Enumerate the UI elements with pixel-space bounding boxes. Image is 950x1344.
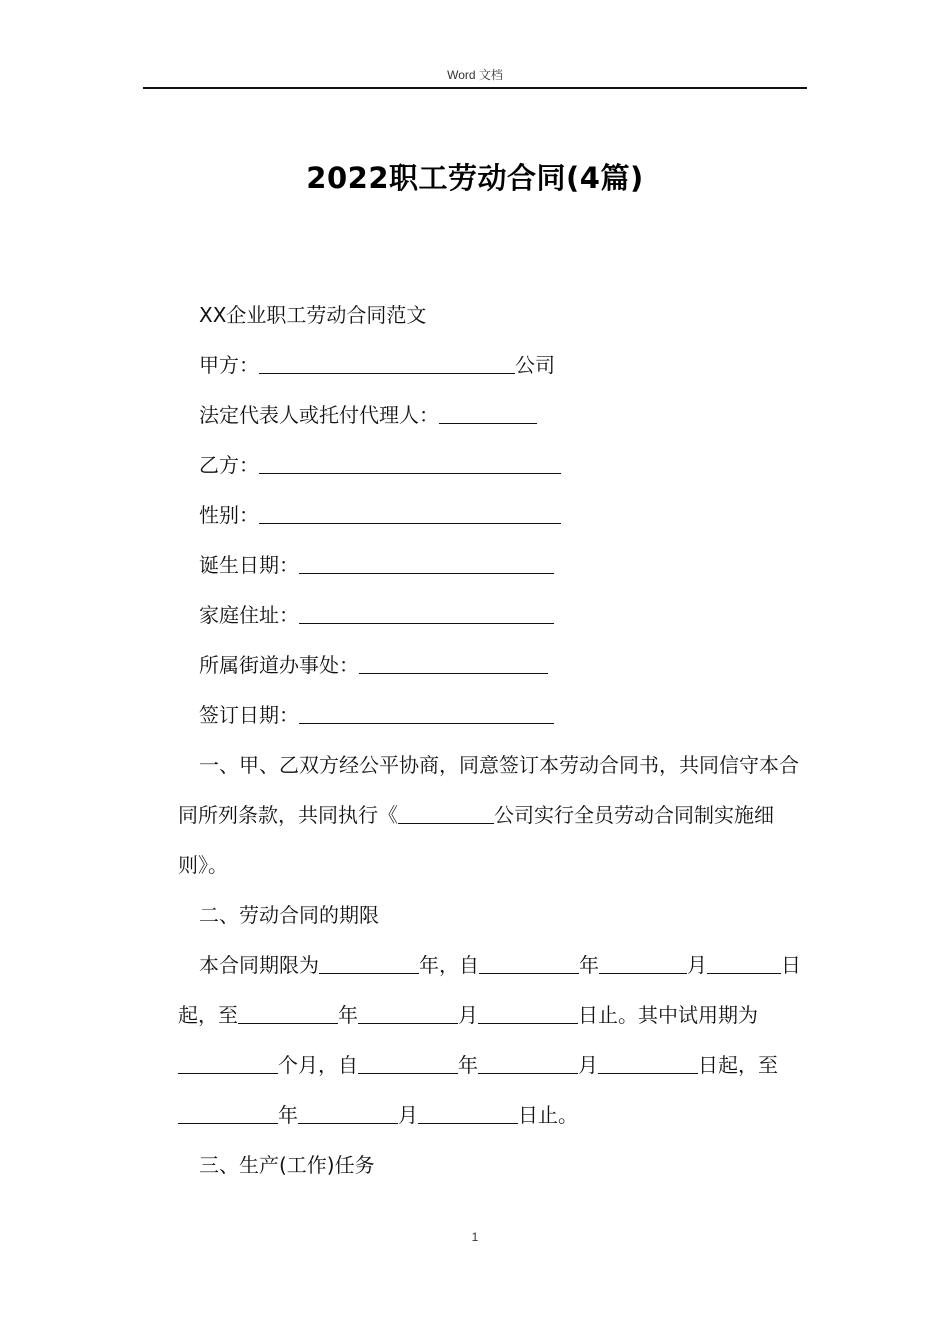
end-year-blank: [238, 1001, 338, 1024]
heading-text: XX企业职工劳动合同范文: [199, 303, 427, 327]
probation-months-blank: [178, 1051, 278, 1074]
term-text-a: 本合同期限为: [199, 953, 319, 977]
signing-date-blank: [299, 701, 554, 724]
birth-date-line: [178, 540, 804, 590]
term-text-i: 个月，自: [278, 1053, 358, 1077]
header-rule: [143, 87, 807, 89]
gender-blank: [259, 501, 561, 524]
signing-date-line: [178, 690, 804, 740]
street-office-blank: [359, 651, 548, 674]
term-text-d: 月: [687, 953, 707, 977]
start-day-blank-b: [739, 951, 781, 974]
term-text-j: 年: [458, 1053, 478, 1077]
start-year-blank: [479, 951, 579, 974]
probation-end-day-blank: [418, 1101, 518, 1124]
term-text-c: 年: [579, 953, 599, 977]
birth-date-blank: [299, 551, 554, 574]
party-a-blank: [259, 351, 515, 374]
page-number: 1: [471, 1230, 479, 1244]
home-address-label: 家庭住址：: [199, 603, 299, 627]
party-a-label: 甲方：: [199, 353, 259, 377]
party-b-blank: [259, 451, 561, 474]
probation-end-month-blank: [298, 1101, 398, 1124]
probation-end-year-blank: [178, 1101, 278, 1124]
street-office-line: [178, 640, 804, 690]
gender-label: 性别：: [199, 503, 259, 527]
signing-date-label: 签订日期：: [199, 703, 299, 727]
term-text-b: 年，自: [419, 953, 479, 977]
company-name-blank: [398, 801, 494, 824]
term-text-m: 年: [278, 1103, 298, 1127]
legal-representative-line: [178, 390, 804, 440]
probation-start-year-blank: [358, 1051, 458, 1074]
clause-three-text: 三、生产(工作)任务: [199, 1153, 375, 1177]
end-day-blank: [478, 1001, 578, 1024]
term-text-o: 日止。: [518, 1103, 578, 1127]
document-title: 2022职工劳动合同(4篇): [306, 161, 644, 195]
clause-one-text-a: 一、甲、乙双方经公平协商，同意签订本劳动合同书，共同信守本合同所列条款，共同执行《: [178, 753, 799, 827]
contract-term-paragraph: [178, 940, 804, 1140]
legal-representative-label: 法定代表人或托付代理人：: [199, 403, 439, 427]
legal-representative-blank: [439, 401, 537, 424]
street-office-label: 所属街道办事处：: [199, 653, 359, 677]
term-text-g: 月: [458, 1003, 478, 1027]
gender-line: [178, 490, 804, 540]
home-address-line: [178, 590, 804, 640]
party-b-label: 乙方：: [199, 453, 259, 477]
probation-start-day-blank: [598, 1051, 698, 1074]
term-text-h: 日止。其中试用期为: [578, 1003, 758, 1027]
header-label: Word 文档: [447, 68, 503, 82]
birth-date-label: 诞生日期：: [199, 553, 299, 577]
party-a-line: [178, 340, 804, 390]
term-text-l: 日起，至: [698, 1053, 778, 1077]
clause-two-text: 二、劳动合同的期限: [199, 903, 379, 927]
document-body: [178, 290, 804, 1190]
home-address-blank: [299, 601, 554, 624]
clause-two-heading: [178, 890, 804, 940]
page-header: [0, 66, 950, 83]
term-text-k: 月: [578, 1053, 598, 1077]
clause-three-heading: [178, 1140, 804, 1190]
end-month-blank: [358, 1001, 458, 1024]
party-b-line: [178, 440, 804, 490]
start-month-blank: [599, 951, 687, 974]
company-suffix: 公司: [515, 353, 555, 377]
clause-one-paragraph: [178, 740, 804, 890]
clause-one-text-b: 公司实行全员劳动合同制实施细则》。: [178, 803, 774, 877]
term-years-blank: [319, 951, 419, 974]
contract-template-heading: [178, 290, 804, 340]
term-text-n: 月: [398, 1103, 418, 1127]
probation-start-month-blank: [478, 1051, 578, 1074]
term-text-f: 年: [338, 1003, 358, 1027]
term-text-e: 日起，至: [178, 953, 801, 1027]
